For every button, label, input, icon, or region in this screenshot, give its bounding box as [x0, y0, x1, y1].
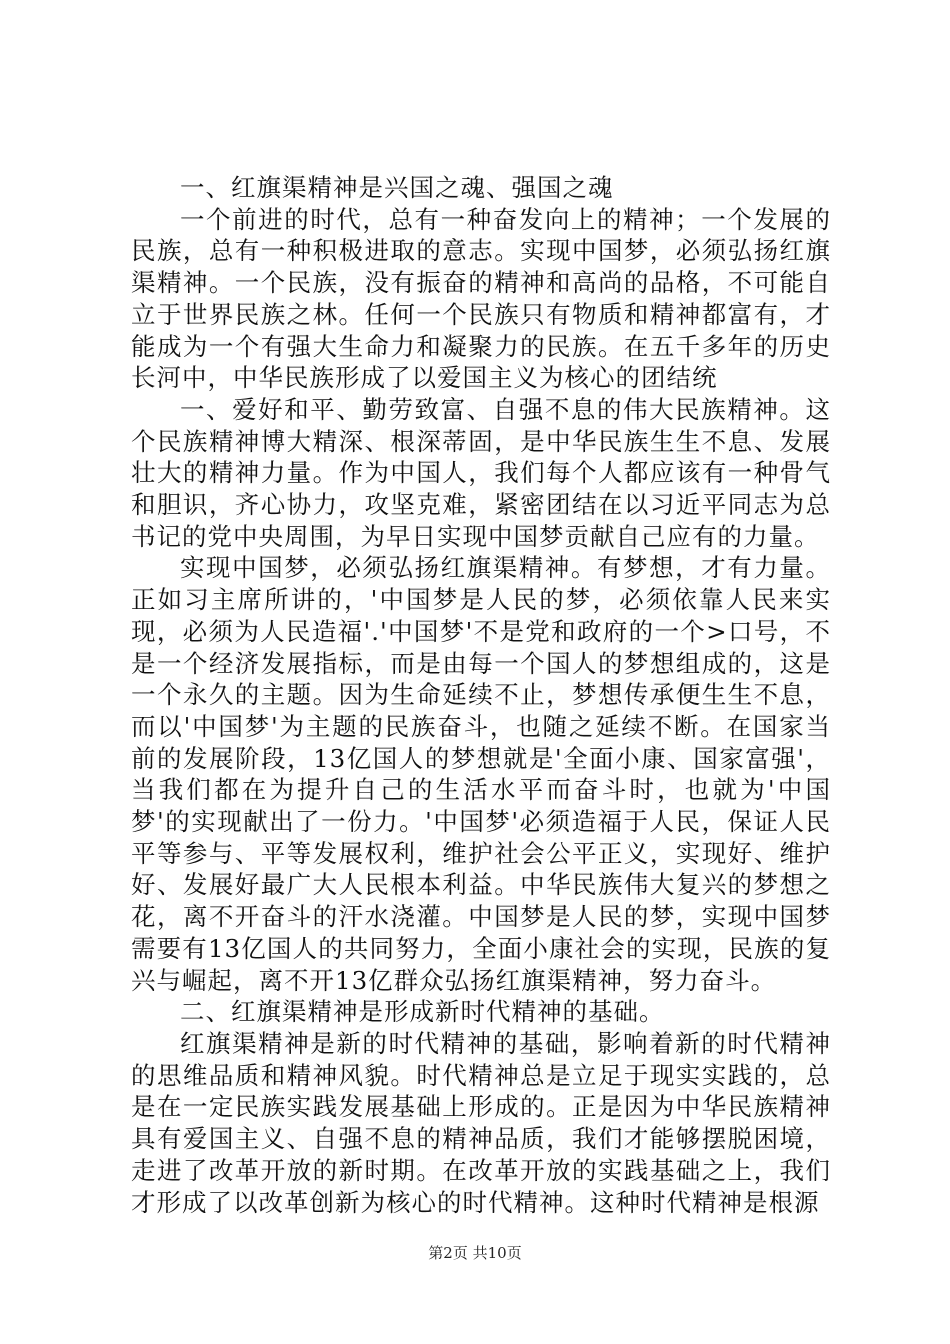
body-paragraph: 实现中国梦，必须弘扬红旗渠精神。有梦想，才有力量。正如习主席所讲的，'中国梦是人民的梦，必须依靠人民来实现，必须为人民造福'.'中国梦'不是党和政府的一个>口号，不是一个经济发展指标，而是由每一个国人的梦想组成的，这是一个永久的主题。因为生命延续不止，梦想传承便生生不息，而以'中国梦'为主题的民族奋斗，也随之延续不断。在国家当前的发展阶段，13亿国人的梦想就是'全面小康、国家富强'，当我们都在为提升自己的生活水平而奋斗时，也就为'中国梦'的实现献出了一份力。'中国梦'必须造福于人民，保证人民平等参与、平等发展权利，维护社会公平正义，实现好、维护好、发展好最广大人民根本利益。中华民族伟大复兴的梦想之花，离不开奋斗的汗水浇灌。中国梦是人民的梦，实现中国梦需要有13亿国人的共同努力，全面小康社会的实现，民族的复兴与崛起，离不开13亿群众弘扬红旗渠精神，努力奋斗。: [131, 553, 831, 995]
body-paragraph: 一、爱好和平、勤劳致富、自强不息的伟大民族精神。这个民族精神博大精深、根深蒂固，是中华民族生生不息、发展壮大的精神力量。作为中国人，我们每个人都应该有一种骨气和胆识，齐心协力，攻坚克难，紧密团结在以习近平同志为总书记的党中央周围，为早日实现中国梦贡献自己应有的力量。: [131, 394, 831, 551]
body-paragraph: 一个前进的时代，总有一种奋发向上的精神；一个发展的民族，总有一种积极进取的意志。实现中国梦，必须弘扬红旗渠精神。一个民族，没有振奋的精神和高尚的品格，不可能自立于世界民族之林。任何一个民族只有物质和精神都富有，才能成为一个有强大生命力和凝聚力的民族。在五千多年的历史长河中，中华民族形成了以爱国主义为核心的团结统: [131, 204, 831, 393]
section-heading-2: 二、红旗渠精神是形成新时代精神的基础。: [180, 997, 665, 1027]
section-heading-1: 一、红旗渠精神是兴国之魂、强国之魂: [180, 173, 614, 202]
body-paragraph: 红旗渠精神是新的时代精神的基础，影响着新的时代精神的思维品质和精神风貌。时代精神总是立足于现实实践的，总是在一定民族实践发展基础上形成的。正是因为中华民族精神具有爱国主义、自强不息的精神品质，我们才能够摆脱困境，走进了改革开放的新时期。在改革开放的实践基础之上，我们才形成了以改革创新为核心的时代精神。这种时代精神是根源: [131, 1028, 831, 1217]
page-number-footer: 第2页 共10页: [428, 1244, 522, 1262]
document-body: [131, 172, 831, 1218]
